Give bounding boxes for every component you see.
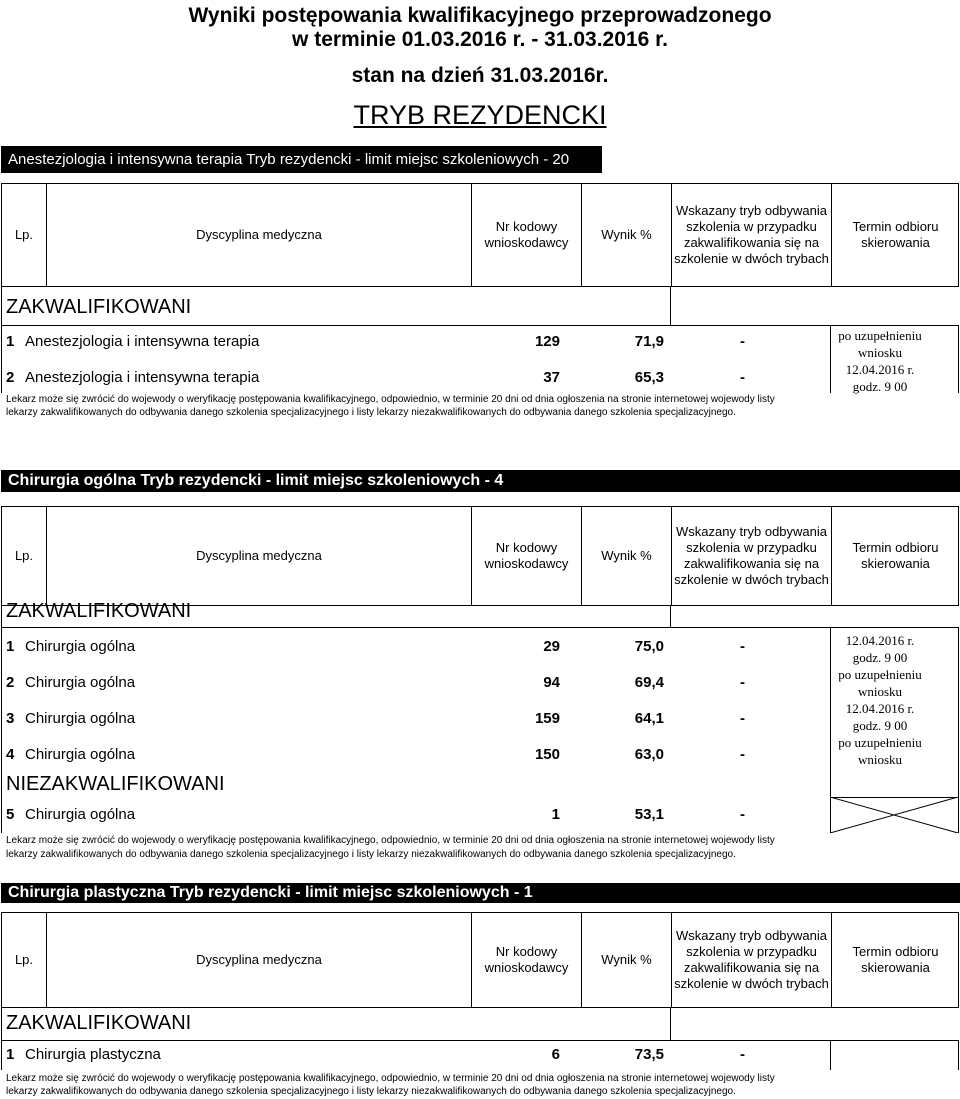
table-row — [0, 365, 830, 391]
col-wynik: Wynik % — [582, 184, 672, 286]
col-dyscyplina: Dyscyplina medyczna — [47, 913, 472, 1007]
termin-text: po uzupełnieniu — [838, 328, 922, 343]
termin-text: wniosku — [857, 345, 903, 360]
row-dyscyplina: Chirurgia ogólna — [25, 806, 136, 823]
col-termin: Termin odbioru skierowania — [852, 944, 939, 975]
table-row — [0, 706, 830, 732]
table-header — [1, 506, 959, 606]
row-lp: 3 — [6, 710, 15, 727]
termin-text: 12.04.2016 r. — [845, 362, 915, 377]
row-wskazany: - — [740, 333, 745, 350]
col-wskazany-tryb: Wskazany tryb odbywania szkolenia w przypadku zakwalifikowania się na szkolenie w dwóch trybach — [672, 913, 832, 1007]
section-title-chirurgia-ogolna: Chirurgia ogólna Tryb rezydencki - limit miejsc szkoleniowych - 4 — [1, 470, 960, 492]
col-dyscyplina: Dyscyplina medyczna — [47, 184, 472, 286]
col-nr-kodowy: Nr kodowy wnioskodawcy — [472, 913, 582, 1007]
col-nr-kodowy: Nr kodowy wnioskodawcy — [472, 184, 582, 286]
row-nr: 37 — [543, 369, 560, 386]
col-termin: Termin odbioru skierowania — [852, 219, 939, 250]
col-lp: Lp. — [2, 507, 47, 605]
col-wskazany-tryb: Wskazany tryb odbywania szkolenia w przypadku zakwalifikowania się na szkolenie w dwóch trybach — [672, 507, 832, 605]
table-row — [0, 1042, 830, 1068]
row-wskazany: - — [740, 638, 745, 655]
row-nr: 129 — [534, 333, 560, 350]
table-row — [0, 742, 830, 768]
row-lp: 2 — [6, 369, 15, 386]
termin-text: 12.04.2016 r. — [845, 633, 915, 648]
table-header — [1, 183, 959, 287]
row-nr: 94 — [543, 674, 560, 691]
col-nr-kodowy: Nr kodowy wnioskodawcy — [472, 507, 582, 605]
row-lp: 2 — [6, 674, 15, 691]
row-wynik: 53,1 — [634, 806, 664, 823]
row-wskazany: - — [740, 369, 745, 386]
row-wynik: 69,4 — [634, 674, 664, 691]
row-dyscyplina: Chirurgia plastyczna — [25, 1046, 161, 1063]
row-dyscyplina: Chirurgia ogólna — [25, 638, 136, 655]
row-nr: 6 — [551, 1046, 560, 1063]
note-line1: Lekarz może się zwrócić do wojewody o weryfikację postępowania kwalifikacyjnego, odpowiednio, w terminie 20 dni od dnia ogłoszenia na stronie internetowej wojewody listy — [6, 394, 775, 405]
row-wynik: 65,3 — [634, 369, 664, 386]
row-lp: 1 — [6, 638, 15, 655]
table-row — [0, 802, 830, 828]
col-wskazany-tryb: Wskazany tryb odbywania szkolenia w przypadku zakwalifikowania się na szkolenie w dwóch trybach — [672, 184, 832, 286]
row-lp: 5 — [6, 806, 15, 823]
termin-text: wniosku — [857, 752, 903, 767]
termin-text: godz. 9 00 — [852, 379, 908, 394]
termin-text: wniosku — [857, 684, 903, 699]
col-lp: Lp. — [2, 184, 47, 286]
report-mode: TRYB REZYDENCKI — [353, 100, 607, 130]
group-zakwalifikowani: ZAKWALIFIKOWANI — [6, 600, 192, 622]
row-lp: 4 — [6, 746, 15, 763]
cross-empty-cell — [830, 797, 959, 833]
row-nr: 159 — [534, 710, 560, 727]
termin-1 — [820, 327, 940, 395]
row-nr: 150 — [534, 746, 560, 763]
col-wynik: Wynik % — [582, 507, 672, 605]
row-dyscyplina: Anestezjologia i intensywna terapia — [25, 369, 260, 386]
termin-text: po uzupełnieniu — [838, 735, 922, 750]
row-nr: 1 — [551, 806, 560, 823]
col-wynik: Wynik % — [582, 913, 672, 1007]
row-dyscyplina: Chirurgia ogólna — [25, 674, 136, 691]
table-row — [0, 329, 830, 355]
termin-text: po uzupełnieniu — [838, 667, 922, 682]
note-line1: Lekarz może się zwrócić do wojewody o weryfikację postępowania kwalifikacyjnego, odpowiednio, w terminie 20 dni od dnia ogłoszenia na stronie internetowej wojewody listy — [6, 835, 775, 846]
report-title-line2: w terminie 01.03.2016 r. - 31.03.2016 r. — [292, 28, 668, 51]
row-lp: 1 — [6, 333, 15, 350]
section-title-anestezjologia: Anestezjologia i intensywna terapia Tryb rezydencki - limit miejsc szkoleniowych - 20 — [1, 146, 602, 173]
row-wskazany: - — [740, 806, 745, 823]
row-dyscyplina: Chirurgia ogólna — [25, 710, 136, 727]
table-row — [0, 634, 830, 660]
row-wynik: 63,0 — [634, 746, 664, 763]
table-row — [0, 670, 830, 696]
note-line2: lekarzy zakwalifikowanych do odbywania danego szkolenia specjalizacyjnego i listy lekarzy niezakwalifikowanych do odbywania danego szkolenia specjalizacyjnego. — [6, 849, 736, 860]
row-wynik: 64,1 — [634, 710, 664, 727]
row-nr: 29 — [543, 638, 560, 655]
termin-2 — [820, 632, 940, 768]
row-wskazany: - — [740, 674, 745, 691]
row-wynik: 71,9 — [634, 333, 664, 350]
table-header — [1, 912, 959, 1008]
row-dyscyplina: Anestezjologia i intensywna terapia — [25, 333, 260, 350]
row-wskazany: - — [740, 1046, 745, 1063]
note-line1: Lekarz może się zwrócić do wojewody o weryfikację postępowania kwalifikacyjnego, odpowiednio, w terminie 20 dni od dnia ogłoszenia na stronie internetowej wojewody listy — [6, 1073, 775, 1084]
section-title-chirurgia-plastyczna: Chirurgia plastyczna Tryb rezydencki - limit miejsc szkoleniowych - 1 — [1, 883, 960, 903]
col-lp: Lp. — [2, 913, 47, 1007]
termin-text: godz. 9 00 — [852, 718, 908, 733]
note-line2: lekarzy zakwalifikowanych do odbywania danego szkolenia specjalizacyjnego i listy lekarzy niezakwalifikowanych do odbywania danego szkolenia specjalizacyjnego. — [6, 1086, 736, 1097]
row-dyscyplina: Chirurgia ogólna — [25, 746, 136, 763]
termin-text: 12.04.2016 r. — [845, 701, 915, 716]
col-dyscyplina: Dyscyplina medyczna — [47, 507, 472, 605]
note-line2: lekarzy zakwalifikowanych do odbywania danego szkolenia specjalizacyjnego i listy lekarzy niezakwalifikowanych do odbywania danego szkolenia specjalizacyjnego. — [6, 407, 736, 418]
report-title-line1: Wyniki postępowania kwalifikacyjnego przeprowadzonego — [188, 4, 772, 27]
row-wynik: 75,0 — [634, 638, 664, 655]
row-wskazany: - — [740, 746, 745, 763]
group-zakwalifikowani: ZAKWALIFIKOWANI — [6, 296, 192, 318]
row-wynik: 73,5 — [634, 1046, 664, 1063]
row-lp: 1 — [6, 1046, 15, 1063]
termin-text: godz. 9 00 — [852, 650, 908, 665]
col-termin: Termin odbioru skierowania — [852, 540, 939, 571]
report-date: stan na dzień 31.03.2016r. — [351, 64, 609, 87]
row-wskazany: - — [740, 710, 745, 727]
group-zakwalifikowani: ZAKWALIFIKOWANI — [6, 1012, 192, 1034]
group-niezakwalifikowani: NIEZAKWALIFIKOWANI — [6, 773, 225, 795]
